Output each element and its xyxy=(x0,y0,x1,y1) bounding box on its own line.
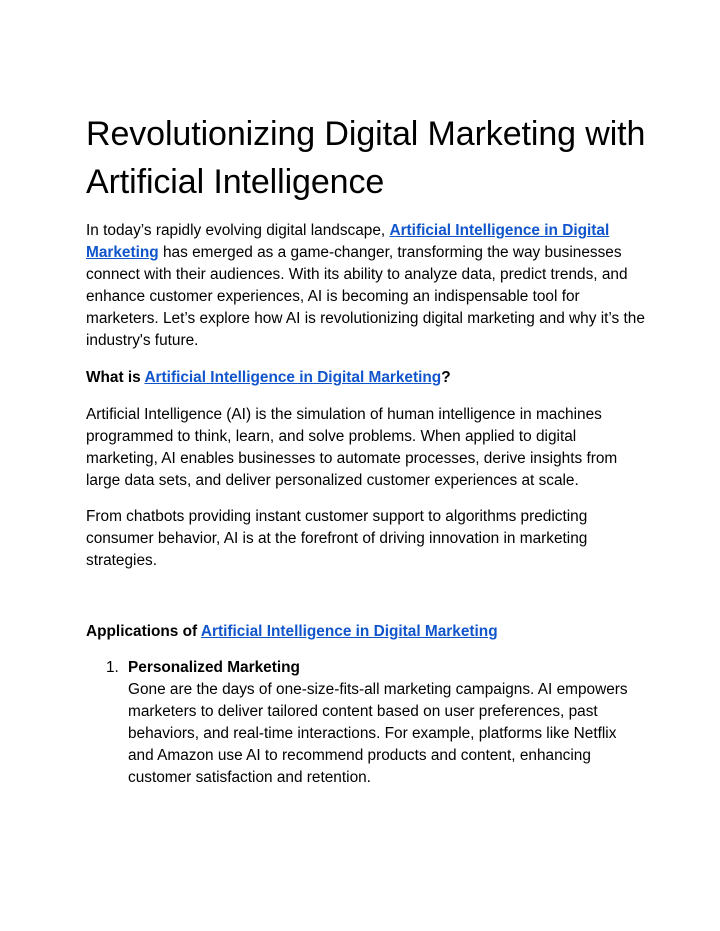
applications-list xyxy=(86,657,646,789)
what-heading-link[interactable]: Artificial Intelligence in Digital Marketing xyxy=(144,369,442,386)
definition-paragraph: Artificial Intelligence (AI) is the simulation of human intelligence in machines programmed to think, learn, and solve problems. When applied to digital marketing, AI enables businesses to automate processes, derive insights from large data sets, and deliver personalized customer experiences at scale. xyxy=(86,406,618,489)
list-item-body: Gone are the days of one-size-fits-all marketing campaigns. AI empowers marketers to deliver tailored content based on user preferences, past behaviors, and real-time interactions. For example, platforms like Netflix and Amazon use AI to recommend products and content, enhancing customer satisfaction and retention. xyxy=(128,681,628,786)
what-heading-before: What is xyxy=(86,369,145,386)
applications-heading-link[interactable]: Artificial Intelligence in Digital Marketing xyxy=(200,623,498,640)
applications-heading-before: Applications of xyxy=(86,623,201,640)
intro-text-before: In today’s rapidly evolving digital landscape, xyxy=(86,222,390,239)
document-page xyxy=(86,110,646,789)
list-item-number: 1. xyxy=(106,659,119,676)
intro-text-after: has emerged as a game-changer, transforming the way businesses connect with their audiences. With its ability to analyze data, predict trends, and enhance customer experiences, AI is becoming an indispensable tool for marketers. Let’s explore how AI is revolutionizing digital marketing and why it’s the industry's future. xyxy=(86,244,645,349)
intro-paragraph xyxy=(86,220,646,352)
innovation-paragraph: From chatbots providing instant customer support to algorithms predicting consumer behavior, AI is at the forefront of driving innovation in marketing strategies. xyxy=(86,508,588,569)
page-title: Revolutionizing Digital Marketing with Artificial Intelligence xyxy=(86,115,646,201)
list-item-title: Personalized Marketing xyxy=(128,659,300,676)
intro-link[interactable]: Artificial Intelligence in Digital Marketing xyxy=(86,222,610,261)
what-heading-after: ? xyxy=(441,369,451,386)
list-item xyxy=(86,657,646,789)
applications-heading xyxy=(86,621,646,643)
what-is-heading xyxy=(86,367,646,389)
